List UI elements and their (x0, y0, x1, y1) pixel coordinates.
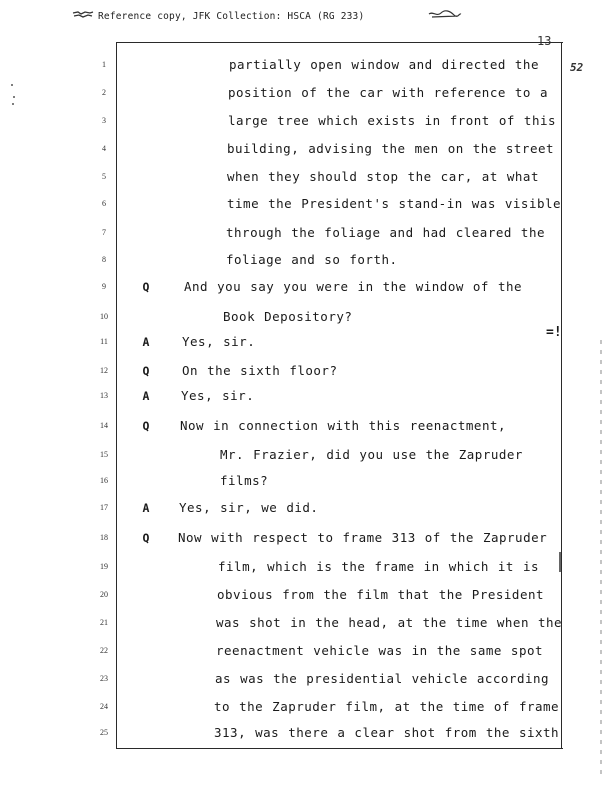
line-number: 21 (100, 618, 108, 627)
line-text: to the Zapruder film, at the time of frame (214, 699, 560, 714)
speaker-label: Q (142, 419, 150, 433)
line-text: films? (220, 473, 269, 488)
line-number: 4 (102, 144, 106, 153)
transcript-line (0, 279, 612, 299)
line-text: as was the presidential vehicle according (215, 671, 550, 686)
line-text: partially open window and directed the (229, 57, 539, 72)
transcript-line (0, 699, 612, 719)
line-text: through the foliage and had cleared the (226, 225, 545, 240)
line-number: 2 (102, 88, 106, 97)
speaker-label: A (142, 389, 150, 403)
line-number: 20 (100, 590, 108, 599)
speaker-label: Q (142, 531, 150, 545)
transcript-line (0, 615, 612, 635)
transcript-line (0, 225, 612, 245)
line-text: Now with respect to frame 313 of the Zapruder (178, 530, 548, 545)
archive-stamp-icon (72, 10, 94, 19)
line-number: 7 (102, 228, 106, 237)
line-text: On the sixth floor? (182, 363, 338, 378)
line-text: And you say you were in the window of the (184, 279, 523, 294)
transcript-line (0, 388, 612, 408)
transcript-line (0, 559, 612, 579)
transcript-line (0, 252, 612, 272)
transcript-line (0, 418, 612, 438)
speaker-label: Q (142, 364, 150, 378)
transcript-line (0, 473, 612, 493)
line-text: position of the car with reference to a (228, 85, 548, 100)
margin-annotation: 52 (570, 61, 584, 74)
line-number: 10 (100, 312, 108, 321)
line-text: Mr. Frazier, did you use the Zapruder (220, 447, 523, 462)
speaker-label: A (142, 501, 150, 515)
transcript-line (0, 530, 612, 550)
line-text: obvious from the film that the President (217, 587, 545, 602)
line-number: 12 (100, 366, 108, 375)
line-number: 16 (100, 476, 108, 485)
line-number: 17 (100, 503, 108, 512)
line-number: 15 (100, 450, 108, 459)
transcript-line (0, 309, 612, 329)
transcript-line (0, 363, 612, 383)
speaker-label: A (142, 335, 150, 349)
transcript-line (0, 447, 612, 467)
line-text: film, which is the frame in which it is (218, 559, 539, 574)
line-number: 14 (100, 421, 108, 430)
page-number: 13 (537, 34, 552, 48)
transcript-line (0, 196, 612, 216)
line-number: 3 (102, 116, 106, 125)
line-text: large tree which exists in front of this (228, 113, 557, 128)
line-number: 22 (100, 646, 108, 655)
speaker-label: Q (142, 280, 150, 294)
transcript-line (0, 643, 612, 663)
line-text: Now in connection with this reenactment, (180, 418, 507, 433)
line-text: when they should stop the car, at what (227, 169, 539, 184)
ink-scribble-icon (428, 10, 462, 19)
line-number: 13 (100, 391, 108, 400)
line-number: 9 (102, 282, 106, 291)
transcript-line (0, 587, 612, 607)
document-header: Reference copy, JFK Collection: HSCA (RG 233) (98, 11, 365, 22)
transcript-line (0, 725, 612, 745)
line-text: foliage and so forth. (226, 252, 398, 267)
line-number: 19 (100, 562, 108, 571)
line-number: 25 (100, 728, 108, 737)
line-text: was shot in the head, at the time when the (216, 615, 563, 630)
line-text: Yes, sir. (182, 334, 256, 349)
transcript-line (0, 671, 612, 691)
transcript-line (0, 85, 612, 105)
transcript-line (0, 141, 612, 161)
line-number: 5 (102, 172, 106, 181)
line-text: Yes, sir. (181, 388, 255, 403)
line-text: building, advising the men on the street (227, 141, 555, 156)
transcript-line (0, 334, 612, 354)
line-number: 8 (102, 255, 106, 264)
line-number: 18 (100, 533, 108, 542)
transcript-line (0, 500, 612, 520)
line-number: 23 (100, 674, 108, 683)
line-text: time the President's stand-in was visible (227, 196, 562, 211)
line-text: reenactment vehicle was in the same spot (216, 643, 544, 658)
transcript-border-top (117, 42, 563, 43)
transcript-line (0, 169, 612, 189)
transcript-line (0, 113, 612, 133)
line-text: Yes, sir, we did. (179, 500, 319, 515)
transcript-border-bottom (117, 748, 563, 749)
line-number: 6 (102, 199, 106, 208)
transcript-line (0, 57, 612, 77)
line-number: 1 (102, 60, 106, 69)
line-number: 24 (100, 702, 108, 711)
line-text: 313, was there a clear shot from the sixth (214, 725, 560, 740)
line-number: 11 (100, 337, 108, 346)
margin-dash-mark-icon: =! (546, 325, 562, 340)
line-text: Book Depository? (223, 309, 353, 324)
